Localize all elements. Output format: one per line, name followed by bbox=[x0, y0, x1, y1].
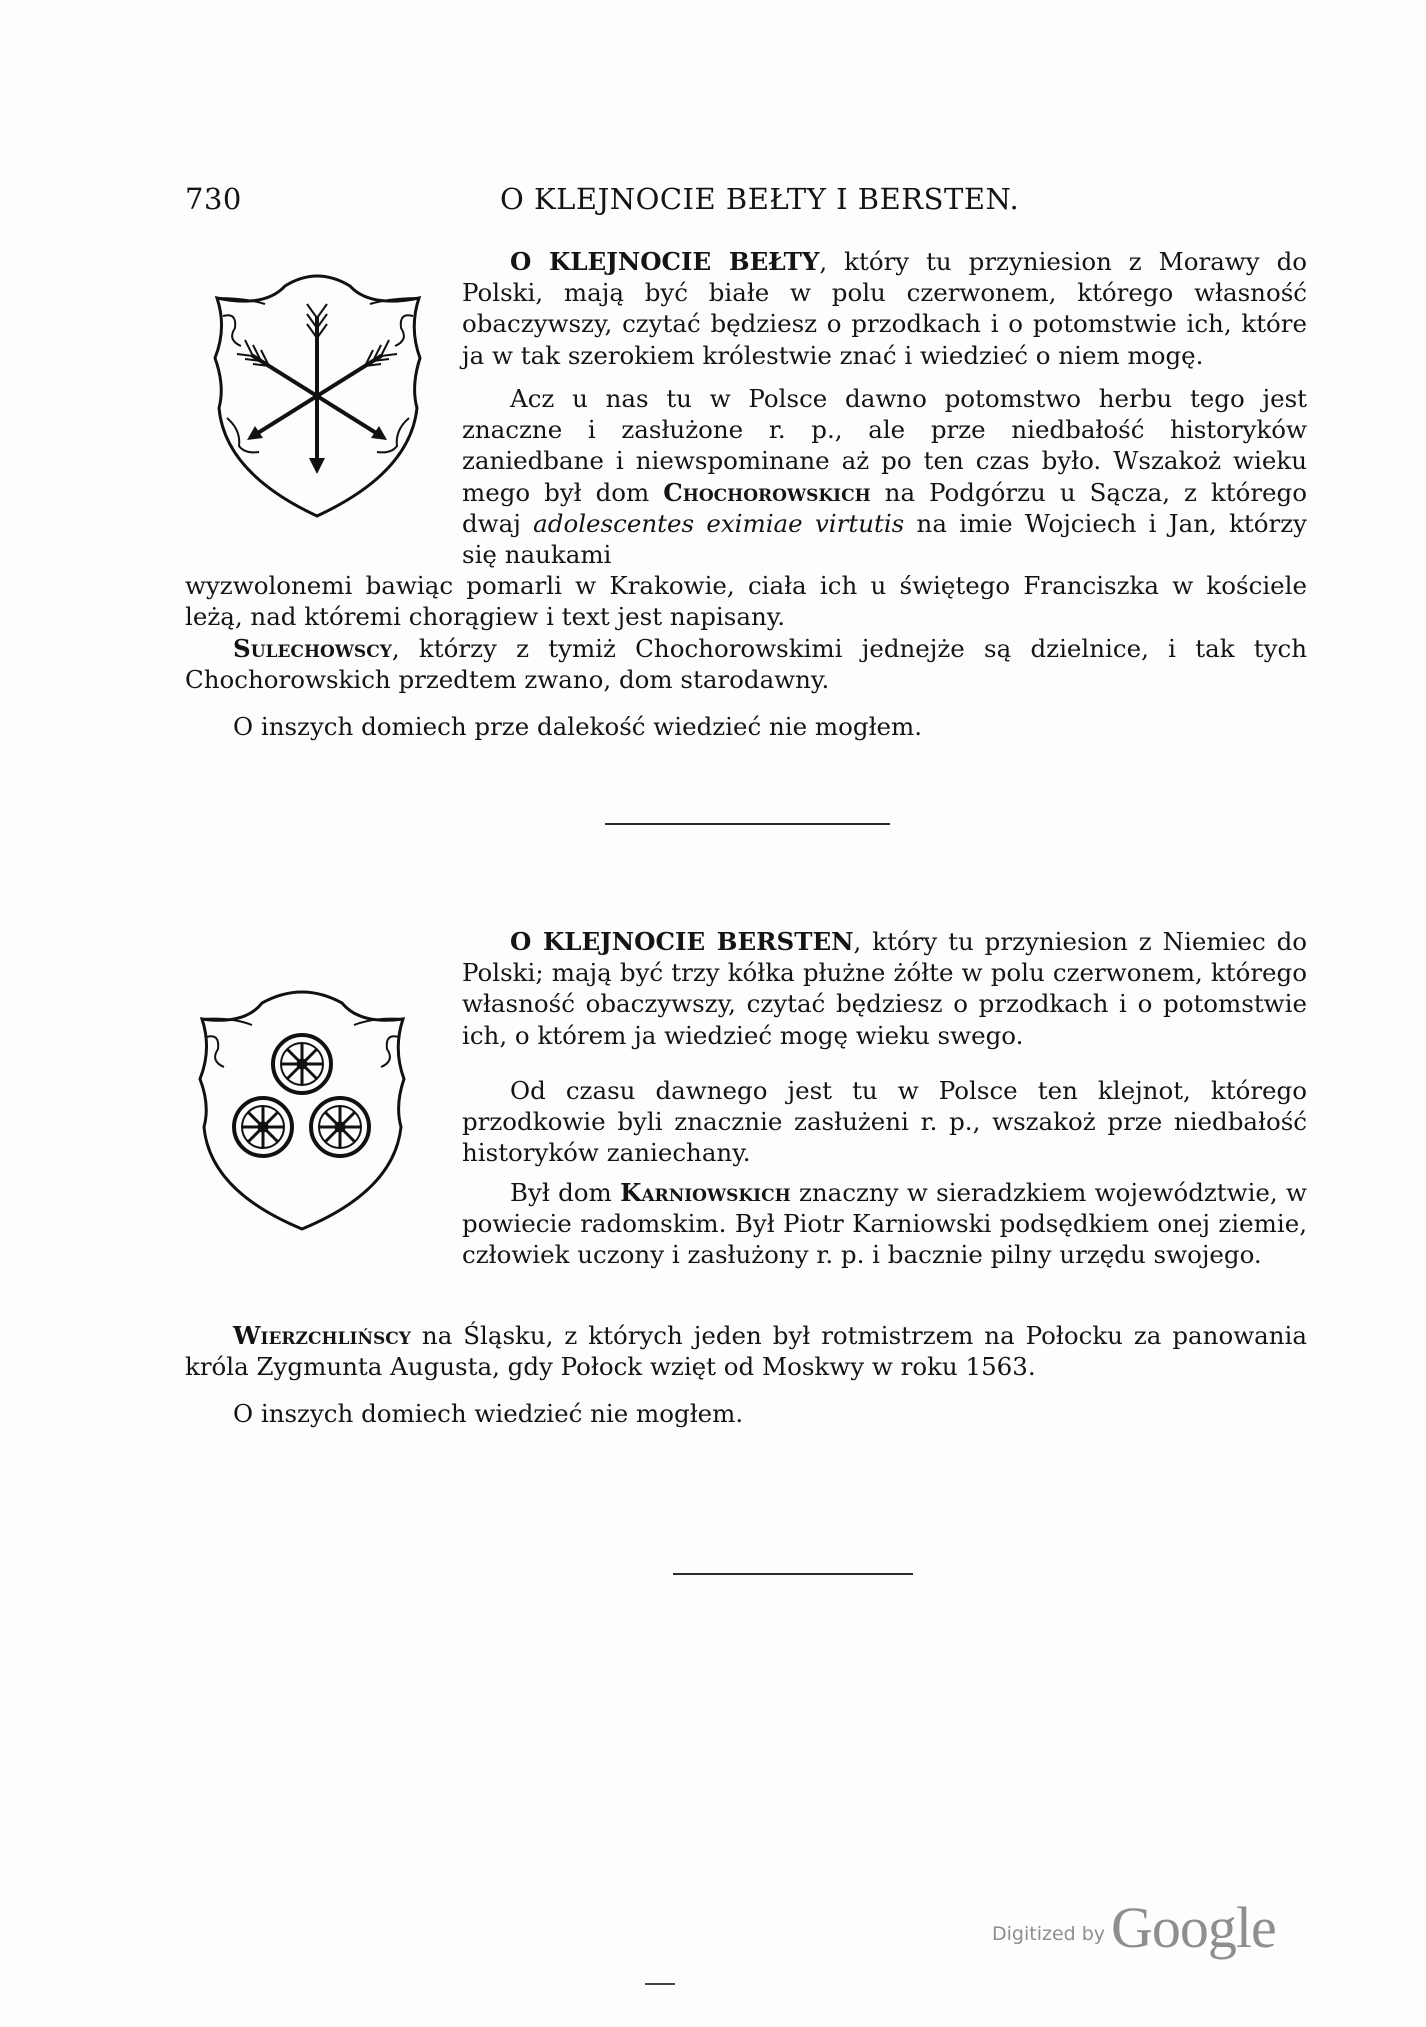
google-logo: Google bbox=[1111, 1895, 1276, 1960]
section2-paragraph-4-text: na Śląsku, z których jeden był rotmistrzem na Połocku za panowania króla Zygmunta Augusta, gdy Połock wzięt od Moskwy w roku 1563. bbox=[185, 1321, 1307, 1382]
section1-paragraph-2a: Acz u nas tu w Polsce dawno potomstwo herbu tego jest znaczne i zasłużone r. p., ale prze niedbałość historyków zaniedbane i niewspominane aż po ten czas było. Wszakoż wieku mego był dom bbox=[462, 384, 1307, 507]
section2-paragraph-3 bbox=[462, 1177, 1307, 1271]
watermark-prefix: Digitized by bbox=[992, 1923, 1106, 1945]
section1-paragraph-2b: na Podgórzu u Sącza, z którego dwaj bbox=[462, 477, 1307, 538]
section2-paragraph-3a: Był dom bbox=[510, 1178, 621, 1207]
digitized-by-watermark bbox=[992, 1894, 1276, 1961]
section1-intro bbox=[462, 246, 1307, 371]
section1-latin-phrase: adolescentes eximiae virtutis bbox=[533, 508, 905, 538]
section1-paragraph-2c: na imie Wojciech i Jan, którzy się naukami bbox=[462, 508, 1307, 570]
section2-house-name: Karniowskich bbox=[620, 1178, 791, 1207]
section-divider bbox=[605, 823, 890, 825]
section1-paragraph-4 bbox=[185, 633, 1307, 695]
section2-paragraph-4 bbox=[185, 1320, 1307, 1382]
section1-paragraph-4-text: , którzy z tymiż Chochorowskimi jednejże są dzielnice, i tak tych Chochorowskich przedtem zwano, dom starodawny. bbox=[185, 634, 1307, 695]
section2-paragraph-3b: znaczny w sieradzkiem województwie, w powiecie radomskim. Był Piotr Karniowski podsędkiem onej ziemie, człowiek uczony i zasłużony r. p. i bacznie pilny urzędu swojego. bbox=[462, 1178, 1307, 1270]
page-number: 730 bbox=[185, 182, 242, 216]
section1-paragraph-3: wyzwolonemi bawiąc pomarli w Krakowie, ciała ich u świętego Franciszka w kościele leżą, nad któremi chorągiew i text jest napisany. bbox=[185, 571, 1307, 632]
section1-heading: O KLEJNOCIE BEŁTY bbox=[510, 247, 820, 276]
crest-belty-arrows-icon bbox=[205, 268, 430, 523]
section2-paragraph-5: O inszych domiech wiedzieć nie mogłem. bbox=[233, 1399, 744, 1428]
section2-paragraph-1: , który tu przyniesion z Niemiec do Polski; mają być trzy kółka płużne żółte w polu czerwonem, którego własność obaczywszy, czytać będziesz o przodkach i o potomstwie ich, o którem ja wiedzieć mogę wieku swego. bbox=[462, 927, 1308, 1050]
end-divider bbox=[673, 1573, 913, 1575]
section2-family-name: Wierzchlińscy bbox=[233, 1321, 411, 1350]
section2-heading: O KLEJNOCIE BERSTEN bbox=[510, 927, 854, 956]
section2-intro bbox=[462, 926, 1307, 1051]
footer-mark bbox=[645, 1983, 675, 1985]
section2-paragraph-2: Od czasu dawnego jest tu w Polsce ten klejnot, którego przodkowie byli znacznie zasłużeni r. p., wszakoż prze niedbałość historyków zaniechany. bbox=[462, 1076, 1307, 1168]
running-title: O KLEJNOCIE BEŁTY I BERSTEN. bbox=[500, 182, 1020, 216]
section1-house-name: Chochorowskich bbox=[663, 477, 871, 507]
section1-family-name: Sulechowscy bbox=[233, 634, 392, 663]
section1-paragraph-2 bbox=[462, 383, 1307, 570]
crest-bersten-wheels-icon bbox=[190, 985, 415, 1235]
section1-paragraph-5: O inszych domiech prze dalekość wiedzieć nie mogłem. bbox=[233, 712, 923, 741]
section1-paragraph-1: , który tu przyniesion z Morawy do Polski, mają być białe w polu czerwonem, którego własność obaczywszy, czytać będziesz o przodkach i o potomstwie ich, które ja w tak szerokiem królestwie znać i wiedzieć o niem mogę. bbox=[462, 247, 1308, 370]
